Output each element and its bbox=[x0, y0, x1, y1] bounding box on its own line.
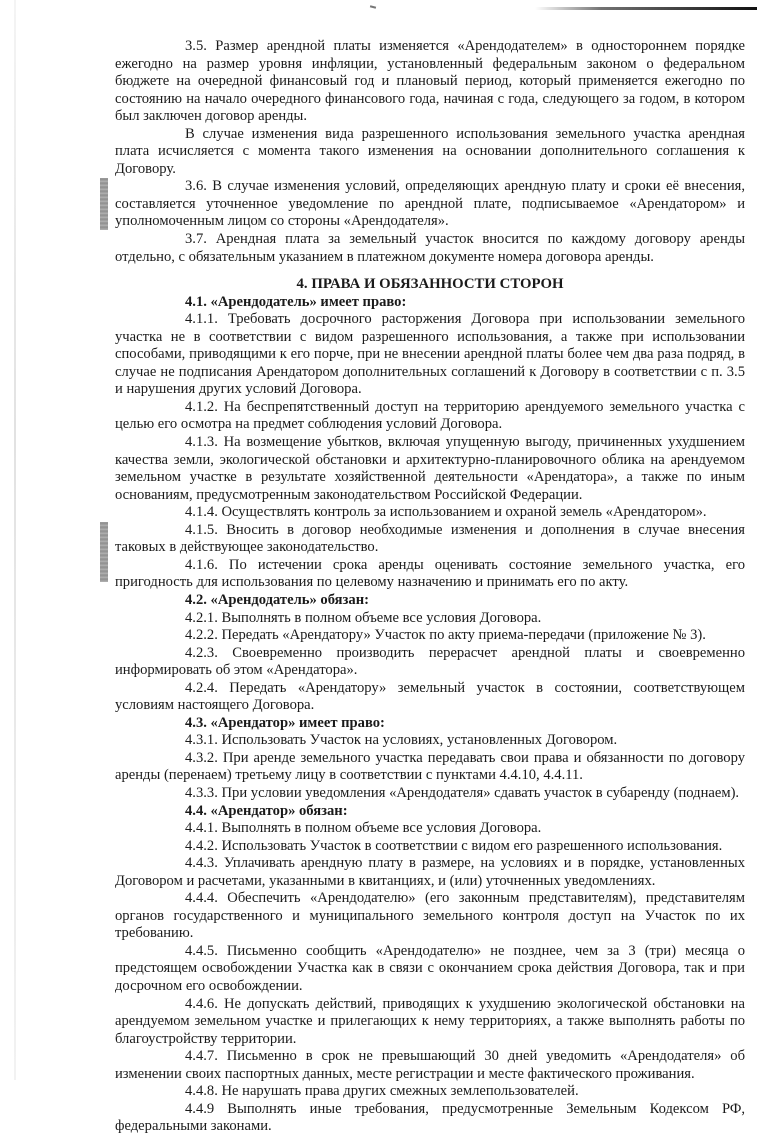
subsection-4-4-heading: 4.4. «Арендатор» обязан: bbox=[185, 802, 348, 819]
subsection-4-1-heading: 4.1. «Арендодатель» имеет право: bbox=[185, 293, 407, 310]
clause-4-4-2: 4.4.2. Использовать Участок в соответствии с видом его разрешенного использования. bbox=[185, 837, 723, 854]
clause-4-3-3: 4.3.3. При условии уведомления «Арендодателя» сдавать участок в субаренду (поднаем). bbox=[185, 784, 740, 801]
clause-4-2-1: 4.2.1. Выполнять в полном объеме все условия Договора. bbox=[185, 609, 542, 626]
clause-4-2-4: 4.2.4. Передать «Арендатору» земельный участок в состоянии, соответствующем условиям настоящего Договора. bbox=[115, 679, 745, 714]
clause-4-4-4: 4.4.4. Обеспечить «Арендодателю» (его законным представителям), представителям органов государственного и муниципального земельного контроля доступ на Участок по их требованию. bbox=[115, 890, 745, 942]
section-4-title: 4. ПРАВА И ОБЯЗАННОСТИ СТОРОН bbox=[296, 276, 564, 293]
clause-4-3-2: 4.3.2. При аренде земельного участка передавать свои права и обязанности по договору аренды (перенаем) третьему лицу в соответствии с пунктами 4.4.10, 4.4.11. bbox=[115, 749, 745, 784]
clause-4-4-5: 4.4.5. Письменно сообщить «Арендодателю» не позднее, чем за 3 (три) месяца о предстоящем освобождении Участка как в связи с окончанием срока действия Договора, так и при досрочном его освобождении. bbox=[115, 942, 745, 994]
subsection-4-2-heading: 4.2. «Арендодатель» обязан: bbox=[185, 591, 369, 608]
clause-3-5: 3.5. Размер арендной платы изменяется «Арендодателем» в одностороннем порядке ежегодно на размер уровня инфляции, установленный федеральным законом о федеральном бюджете на очередной финансовый год и плановый период, который применяется ежегодно по состоянию на начало очередного финансового года, начиная с года, следующего за годом, в котором был заключен договор аренды. bbox=[115, 38, 745, 125]
clause-4-4-8: 4.4.8. Не нарушать права других смежных землепользователей. bbox=[185, 1083, 579, 1100]
clause-4-4-1: 4.4.1. Выполнять в полном объеме все условия Договора. bbox=[185, 820, 542, 837]
document-page bbox=[115, 38, 745, 1136]
clause-4-1-4: 4.1.4. Осуществлять контроль за использованием и охраной земель «Арендатором». bbox=[185, 504, 707, 521]
clause-4-4-6: 4.4.6. Не допускать действий, приводящих к ухудшению экологической обстановки на арендуемом земельном участке и прилегающих к нему территориях, а также выполнять работы по благоустройству территории. bbox=[115, 995, 745, 1047]
binding-artifact bbox=[100, 178, 108, 230]
clause-3-5-extra: В случае изменения вида разрешенного использования земельного участка арендная плата исчисляется с момента такого изменения на основании дополнительного соглашения к Договору. bbox=[115, 125, 745, 177]
clause-4-1-1: 4.1.1. Требовать досрочного расторжения Договора при использовании земельного участка не в соответствии с видом разрешенного использования, а также при использовании способами, приводящими к его порче, при не внесении арендной платы более чем два раза подряд, в случае не подписания Арендатором дополнительных соглашений к Договору в соответствии с п. 3.5 и нарушения других условий Договора. bbox=[115, 311, 745, 398]
clause-4-4-9: 4.4.9 Выполнять иные требования, предусмотренные Земельным Кодексом РФ, федеральными законами. bbox=[115, 1100, 745, 1135]
subsection-4-3-heading: 4.3. «Арендатор» имеет право: bbox=[185, 714, 385, 731]
clause-4-1-3: 4.1.3. На возмещение убытков, включая упущенную выгоду, причиненных ухудшением качества земли, экологической обстановки и архитектурно-планировочного облика на арендуемом земельном участке в результате хозяйственной деятельности «Арендатора», а также по иным основаниям, предусмотренным законодательством Российской Федерации. bbox=[115, 434, 745, 503]
scan-edge bbox=[14, 0, 16, 1080]
binding-artifact bbox=[100, 522, 108, 582]
clause-4-1-5: 4.1.5. Вносить в договор необходимые изменения и дополнения в случае внесения таковых в действующее законодательство. bbox=[115, 521, 745, 556]
clause-4-1-6: 4.1.6. По истечении срока аренды оценивать состояние земельного участка, его пригодность для использования по целевому назначению и принимать его по акту. bbox=[115, 556, 745, 591]
clause-4-1-2: 4.1.2. На беспрепятственный доступ на территорию арендуемого земельного участка с целью его осмотра на предмет соблюдения условий Договора. bbox=[115, 398, 745, 433]
clause-3-7: 3.7. Арендная плата за земельный участок вносится по каждому договору аренды отдельно, с обязательным указанием в платежном документе номера договора аренды. bbox=[115, 231, 745, 265]
scan-top-line bbox=[535, 7, 757, 10]
clause-4-2-2: 4.2.2. Передать «Арендатору» Участок по акту приема-передачи (приложение № 3). bbox=[185, 627, 706, 644]
clause-3-6: 3.6. В случае изменения условий, определяющих арендную плату и сроки её внесения, составляется уточненное уведомление по арендной плате, подписываемое «Арендатором» и уполномоченным лицом со стороны «Арендодателя». bbox=[115, 178, 745, 230]
clause-4-2-3: 4.2.3. Своевременно производить перерасчет арендной платы и своевременно информировать об этом «Арендатора». bbox=[115, 644, 745, 679]
clause-4-4-7: 4.4.7. Письменно в срок не превышающий 30 дней уведомить «Арендодателя» об изменении своих паспортных данных, месте регистрации и месте фактического проживания. bbox=[115, 1048, 745, 1082]
scan-artifact bbox=[370, 5, 376, 8]
clause-4-3-1: 4.3.1. Использовать Участок на условиях, установленных Договором. bbox=[185, 732, 618, 749]
clause-4-4-3: 4.4.3. Уплачивать арендную плату в размере, на условиях и в порядке, установленных Договором и расчетами, указанными в квитанциях, и (или) уточненных уведомлениях. bbox=[115, 855, 745, 889]
